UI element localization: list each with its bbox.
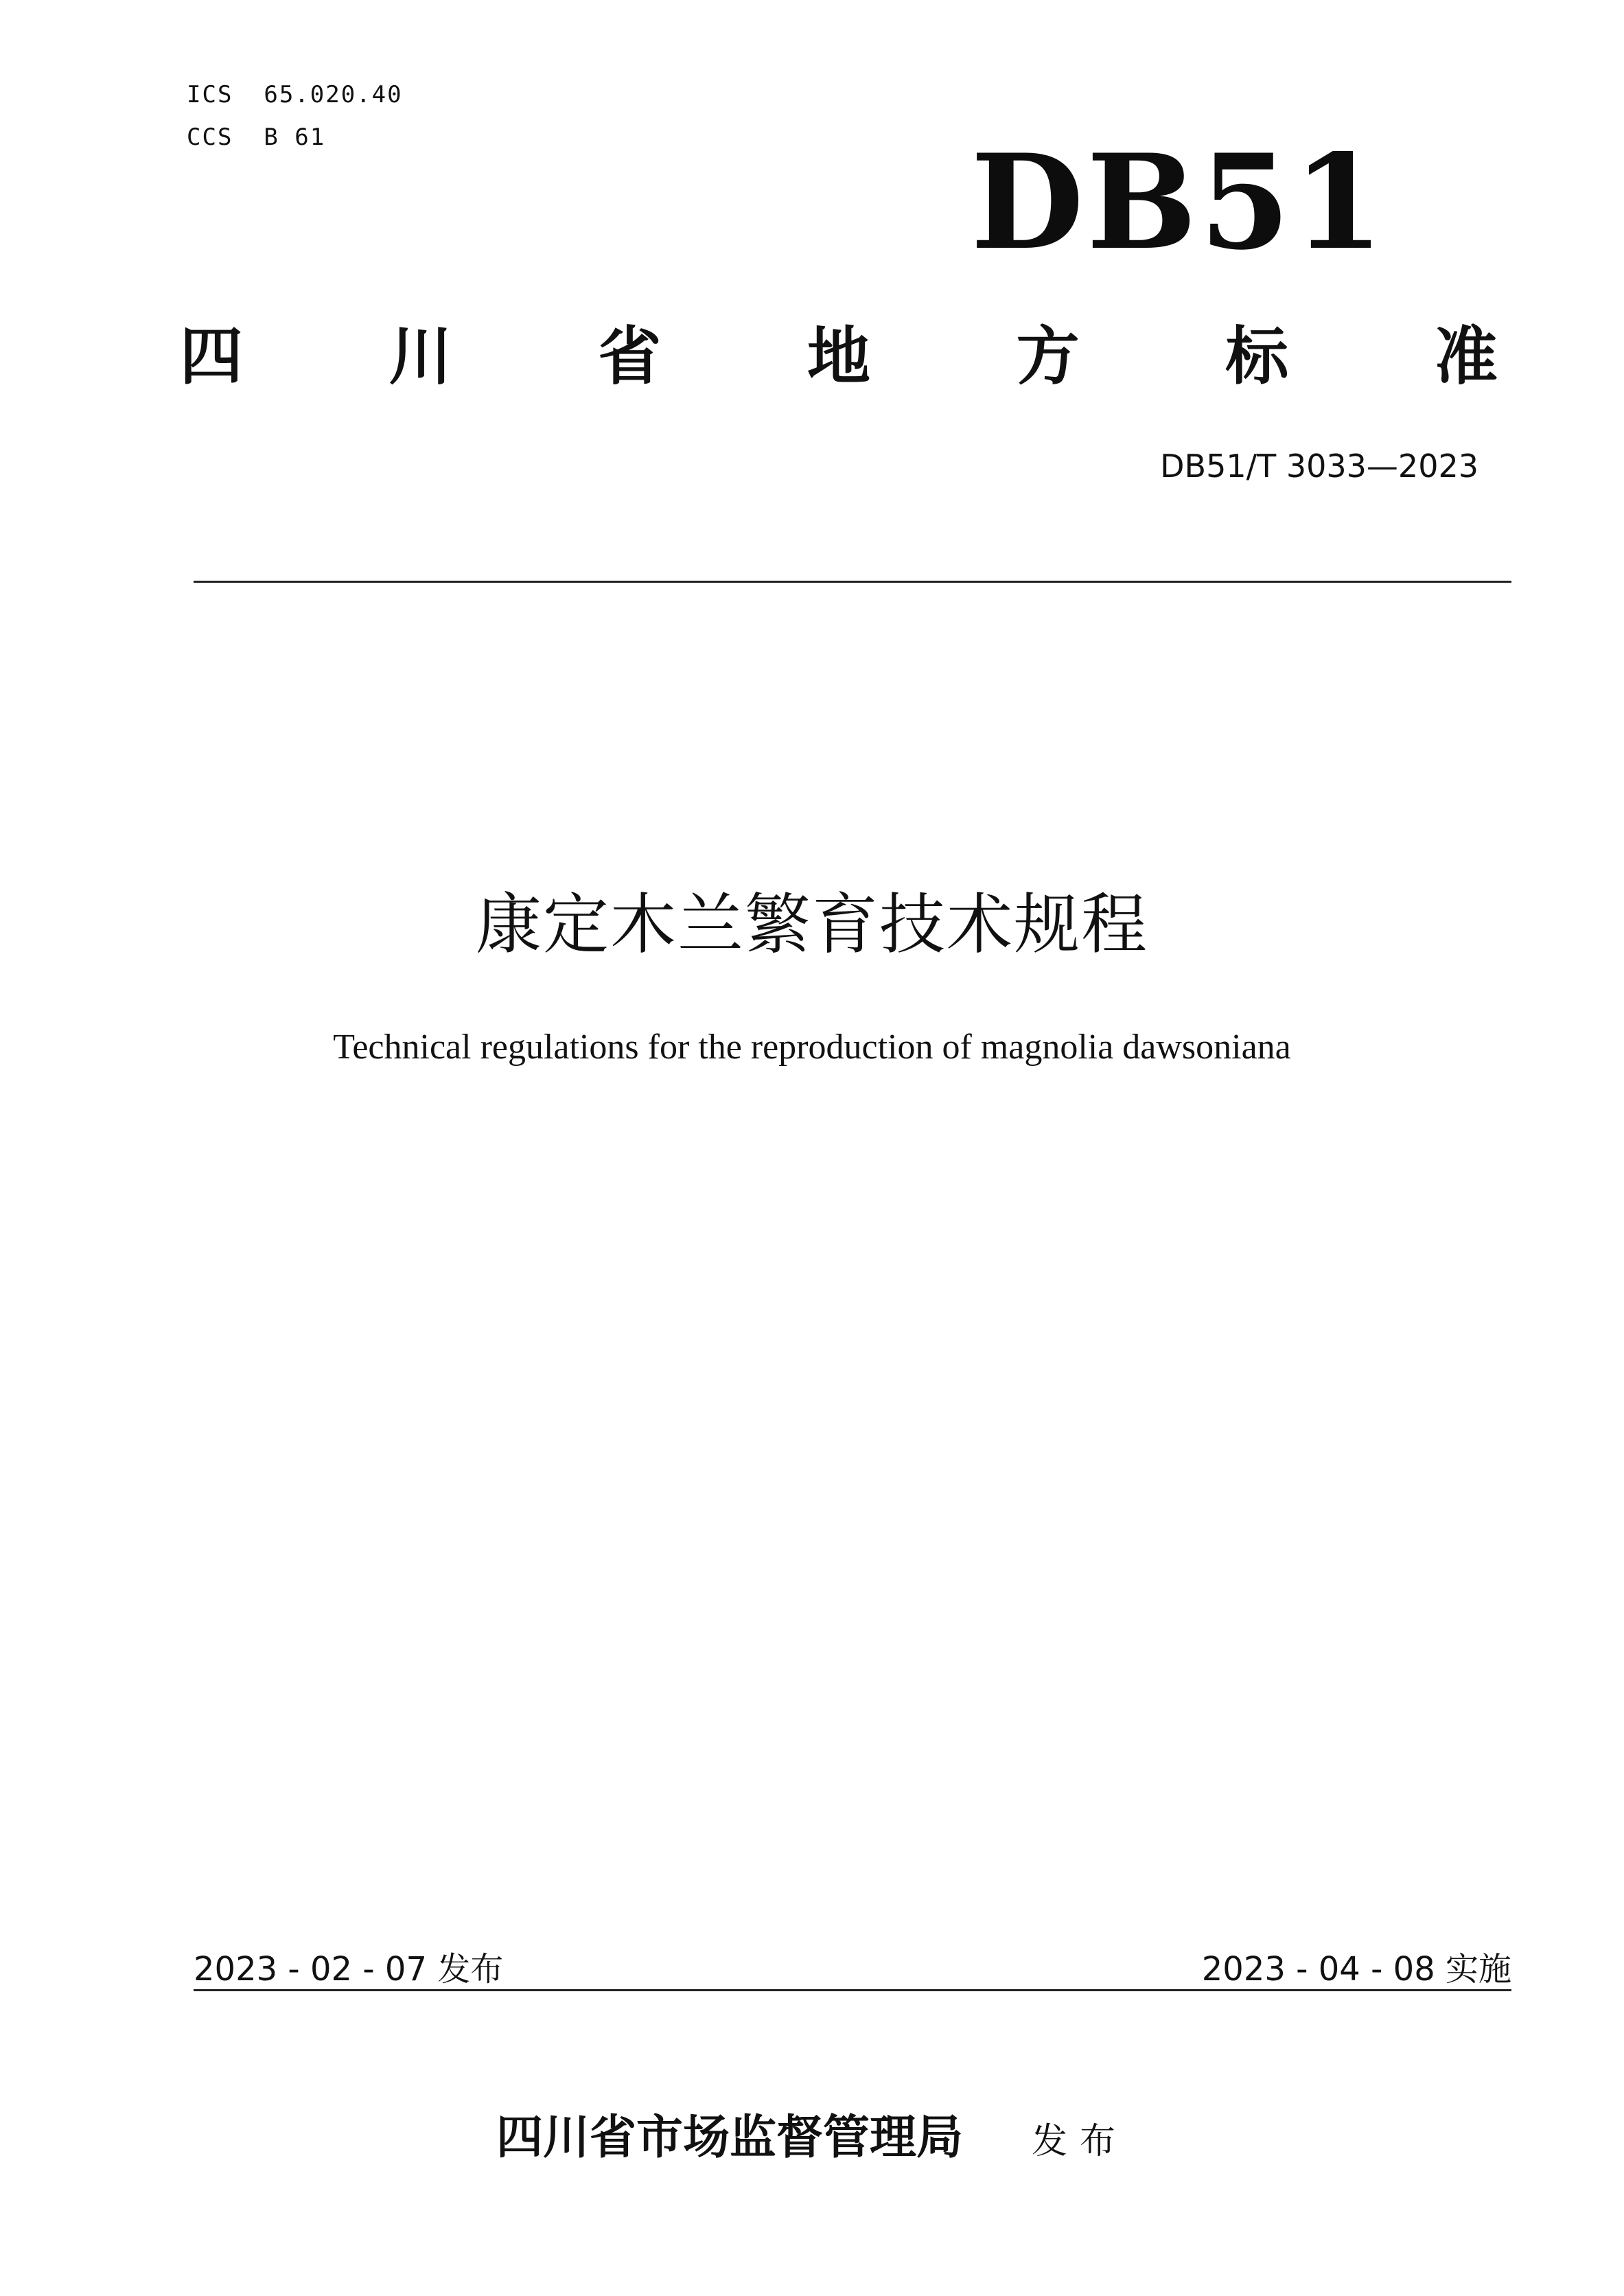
ccs-code: CCS B 61 <box>187 124 326 151</box>
standard-type-char: 四 <box>180 320 244 393</box>
issuer-line <box>0 2100 1624 2167</box>
standard-type-char: 标 <box>1225 320 1289 393</box>
standard-type-char: 川 <box>388 320 452 393</box>
issuer-action: 发布 <box>1032 2121 1128 2162</box>
standard-type-char: 准 <box>1434 320 1498 393</box>
standard-number: DB51/T 3033—2023 <box>1160 448 1478 485</box>
footer-divider <box>194 1989 1511 1991</box>
ics-code: ICS 65.020.40 <box>187 81 403 108</box>
standard-code-logo: DB51 <box>971 126 1387 279</box>
standard-type-char: 地 <box>807 320 870 393</box>
issue-date: 2023 - 02 - 07 发布 <box>194 1950 504 1988</box>
standard-type-char: 省 <box>598 320 662 393</box>
standard-type-char: 方 <box>1016 320 1080 393</box>
issuer-name: 四川省市场监督管理局 <box>496 2111 963 2165</box>
document-title-chinese: 康定木兰繁育技术规程 <box>476 886 1148 963</box>
standard-type-heading <box>180 312 1498 402</box>
header-divider <box>194 581 1511 583</box>
implementation-date: 2023 - 04 - 08 实施 <box>1201 1950 1511 1988</box>
document-title-english: Technical regulations for the reproduction of magnolia dawsoniana <box>333 1028 1291 1067</box>
